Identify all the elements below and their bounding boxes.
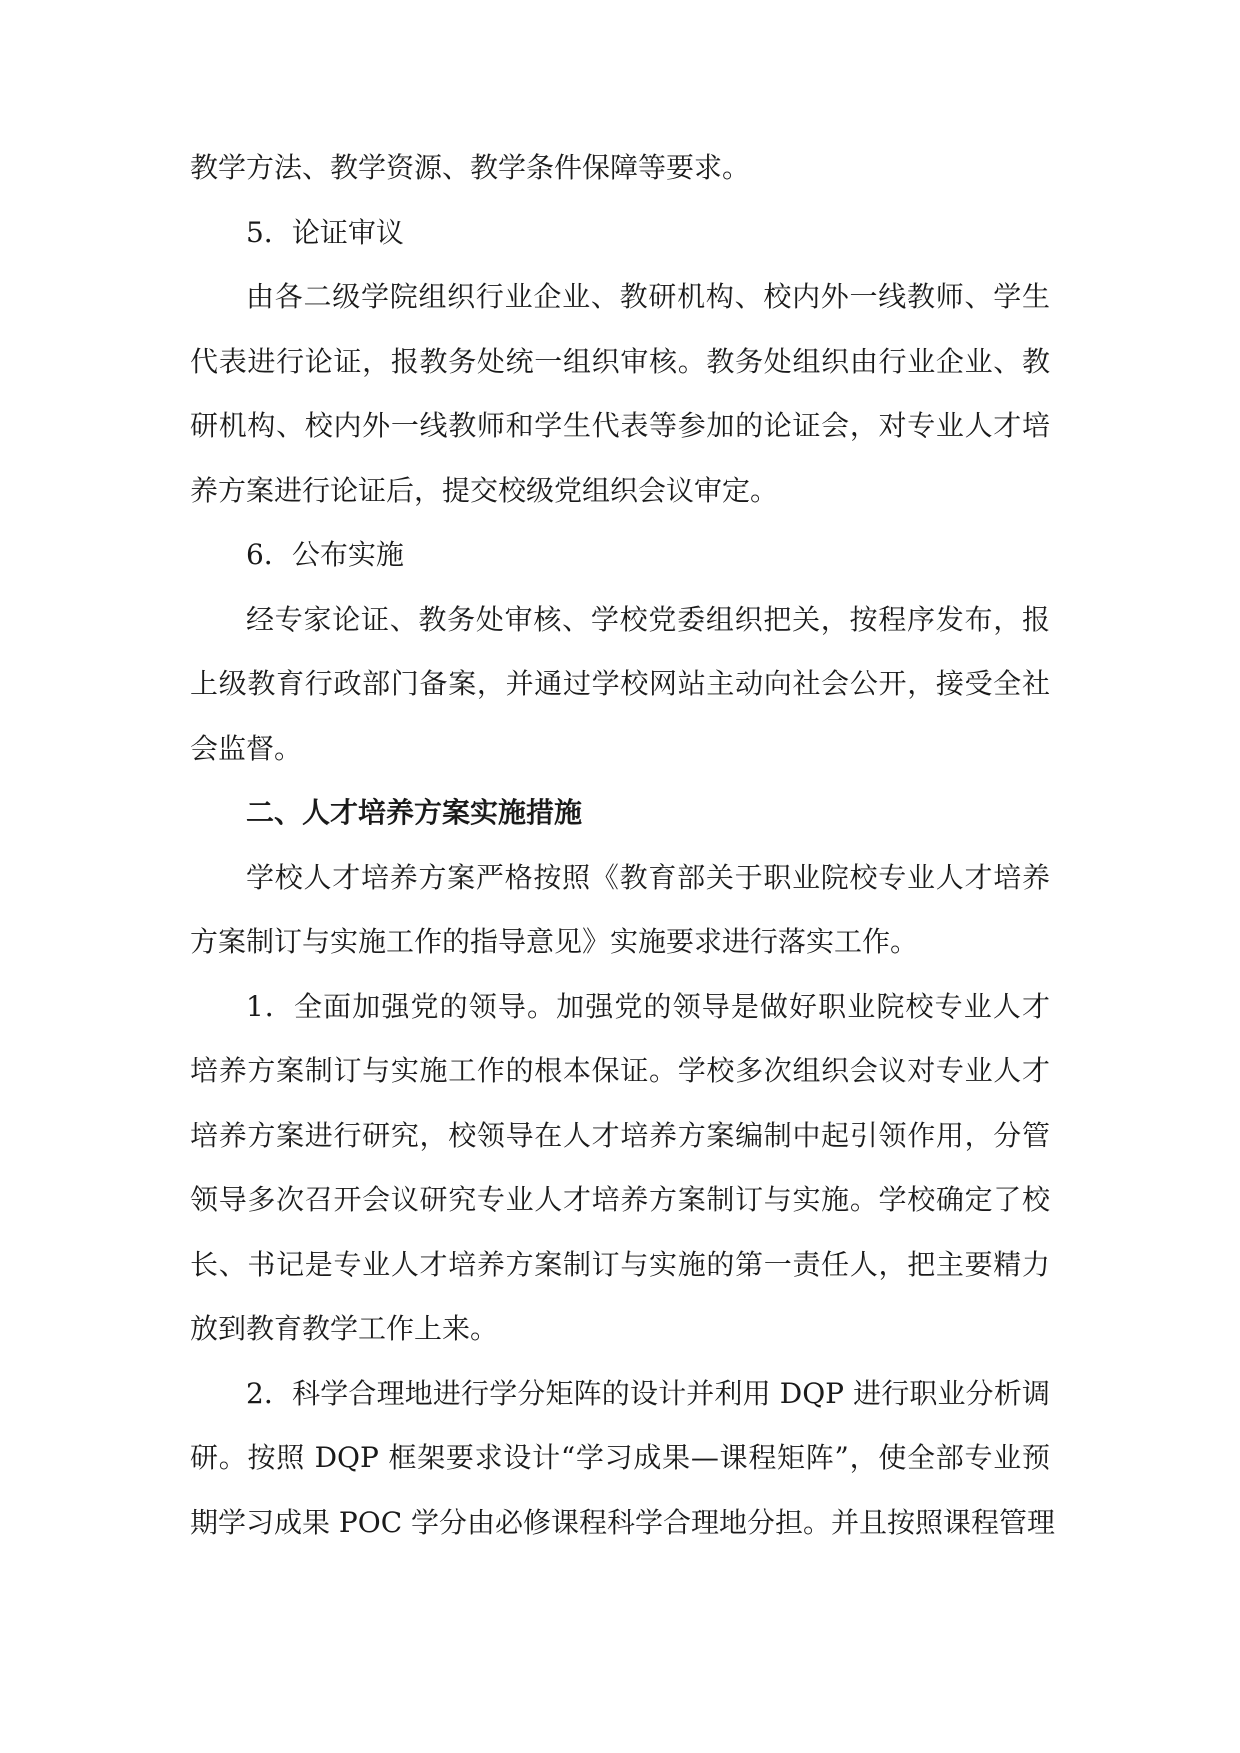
document-body (190, 151, 1056, 1571)
paragraph-line: 1．全面加强党的领导。加强党的领导是做好职业院校专业人才 (246, 989, 1050, 1023)
paragraph-line: 由各二级学院组织行业企业、教研机构、校内外一线教师、学生 (246, 280, 1050, 313)
paragraph-line: 2．科学合理地进行学分矩阵的设计并利用 DQP 进行职业分析调 (246, 1376, 1050, 1410)
paragraph-line: 代表进行论证，报教务处统一组织审核。教务处组织由行业企业、教 (190, 344, 1050, 378)
paragraph-line: 学校人才培养方案严格按照《教育部关于职业院校专业人才培养 (246, 860, 1050, 894)
paragraph-line: 领导多次召开会议研究专业人才培养方案制订与实施。学校确定了校 (190, 1183, 1050, 1216)
paragraph-line: 会监督。 (190, 731, 303, 765)
paragraph-line: 养方案进行论证后，提交校级党组织会议审定。 (190, 473, 779, 507)
paragraph-line: 培养方案制订与实施工作的根本保证。学校多次组织会议对专业人才 (190, 1054, 1050, 1087)
paragraph-line: 研机构、校内外一线教师和学生代表等参加的论证会，对专业人才培 (190, 409, 1050, 442)
paragraph-line: 上级教育行政部门备案，并通过学校网站主动向社会公开，接受全社 (190, 667, 1050, 700)
paragraph-line: 期学习成果 POC 学分由必修课程科学合理地分担。并且按照课程管理 (190, 1505, 1056, 1539)
subheading-publish: 6．公布实施 (246, 538, 404, 571)
paragraph-line: 方案制订与实施工作的指导意见》实施要求进行落实工作。 (190, 925, 919, 958)
subheading-review: 5．论证审议 (246, 215, 404, 249)
paragraph-line: 教学方法、教学资源、教学条件保障等要求。 (190, 151, 751, 184)
paragraph-line: 研。按照 DQP 框架要求设计“学习成果—课程矩阵”，使全部专业预 (190, 1441, 1050, 1474)
paragraph-line: 培养方案进行研究，校领导在人才培养方案编制中起引领作用，分管 (190, 1118, 1050, 1152)
paragraph-line: 长、书记是专业人才培养方案制订与实施的第一责任人，把主要精力 (190, 1247, 1050, 1281)
paragraph-line: 经专家论证、教务处审核、学校党委组织把关，按程序发布，报 (246, 602, 1050, 636)
section-heading: 二、人才培养方案实施措施 (246, 796, 583, 829)
paragraph-line: 放到教育教学工作上来。 (190, 1312, 499, 1345)
